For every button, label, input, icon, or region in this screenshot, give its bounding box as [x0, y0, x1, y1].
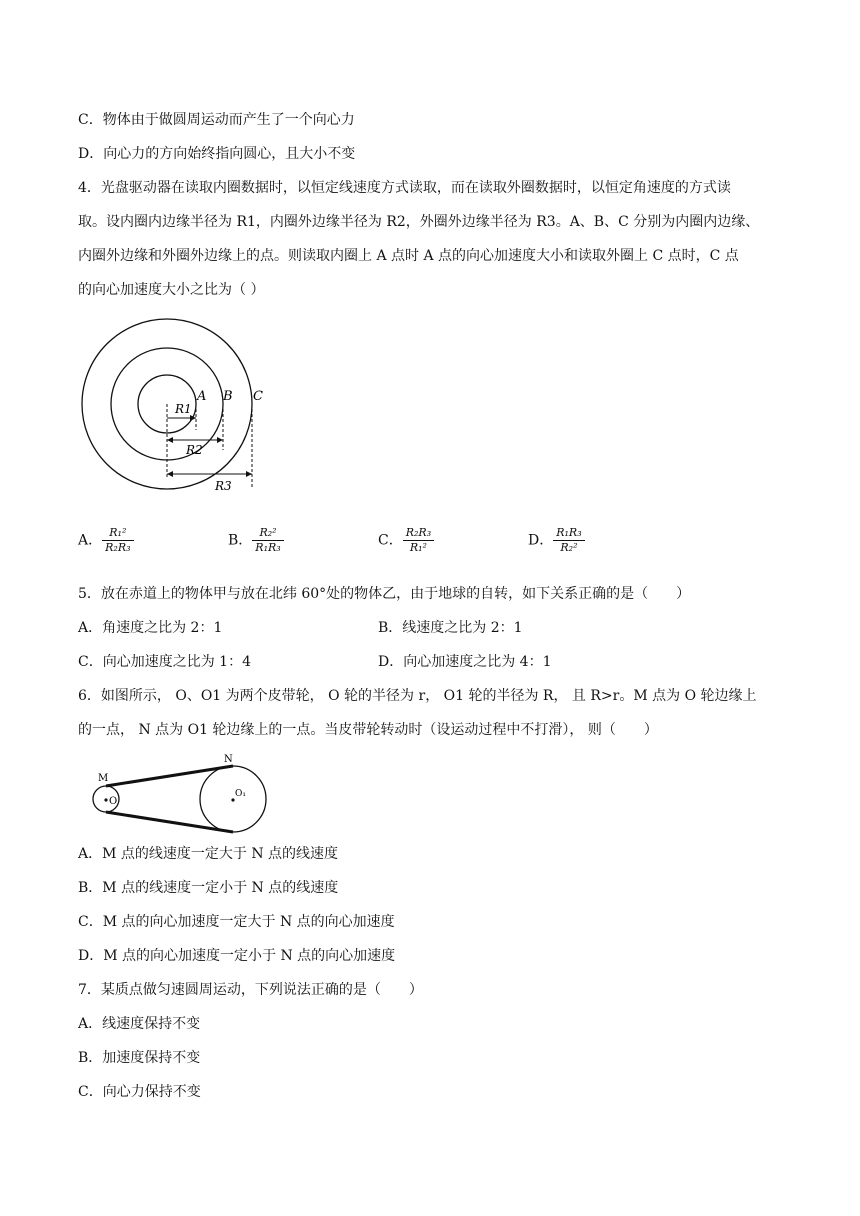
q6-option-d: D．M 点的向心加速度一定小于 N 点的向心加速度 [78, 948, 396, 964]
point-a-label: A [197, 389, 207, 404]
q6-option-c: C．M 点的向心加速度一定大于 N 点的向心加速度 [78, 914, 395, 930]
q6-stem-line-2: 的一点， N 点为 O1 轮边缘上的一点。当皮带轮转动时（设运动过程中不打滑）， 则（ ） [78, 722, 658, 738]
belt-top [106, 766, 233, 786]
q4-stem-line-3: 内圈外边缘和外圈外边缘上的点。则读取内圈上 A 点时 A 点的向心加速度大小和读取外圈上 C 点时，C 点 [78, 248, 739, 264]
r3-label: R3 [215, 479, 232, 493]
point-c-label: C [253, 389, 263, 404]
q5-option-a: A．角速度之比为 2：1 [78, 620, 223, 636]
q5-option-b: B．线速度之比为 2：1 [378, 620, 523, 636]
q4-stem-line-4: 的向心加速度大小之比为（ ） [78, 282, 265, 298]
q4-option-c: C． $\frac{\text{R₂R₃}}{\text{R₁²}}$ [378, 526, 434, 555]
q4-stem-line-2: 取。设内圈内边缘半径为 R1，内圈外边缘半径为 R2，外圈外边缘半径为 R3。A、B、C 分别为内圈内边缘、 [78, 214, 760, 230]
q7-option-a: A．线速度保持不变 [78, 1016, 201, 1032]
q7-option-b: B．加速度保持不变 [78, 1050, 201, 1066]
q5-stem: 5．放在赤道上的物体甲与放在北纬 60°处的物体乙，由于地球的自转，如下关系正确的是（ ） [78, 586, 691, 602]
o1-label: O₁ [235, 789, 246, 799]
q3-option-d: D．向心力的方向始终指向圆心，且大小不变 [78, 146, 356, 162]
q7-option-c: C．向心力保持不变 [78, 1084, 201, 1100]
q7-stem: 7．某质点做匀速圆周运动，下列说法正确的是（ ） [78, 982, 423, 998]
belt-bottom [106, 812, 233, 832]
q4-concentric-circles-figure [70, 318, 280, 498]
m-label: M [98, 773, 109, 784]
q6-option-a: A．M 点的线速度一定大于 N 点的线速度 [78, 846, 339, 862]
q5-option-d: D．向心加速度之比为 4：1 [378, 654, 552, 670]
q4-stem-line-1: 4．光盘驱动器在读取内圈数据时，以恒定线速度方式读取，而在读取外圈数据时，以恒定角速度的方式读 [78, 180, 731, 196]
q4-option-d: D． $\frac{\text{R₁R₃}}{\text{R₂²}}$ [528, 526, 585, 555]
o-label: O [109, 796, 118, 807]
q6-option-b: B．M 点的线速度一定小于 N 点的线速度 [78, 880, 339, 896]
q5-option-c: C．向心加速度之比为 1：4 [78, 654, 251, 670]
q4-option-b: B． $\frac{\text{R₂²}}{\text{R₁R₃}}$ [228, 526, 284, 555]
r1-label: R1 [175, 402, 192, 416]
q6-stem-line-1: 6．如图所示， O、O1 为两个皮带轮， O 轮的半径为 r， O1 轮的半径为 R， 且 R>r。M 点为 O 轮边缘上 [78, 688, 757, 704]
r2-label: R2 [186, 443, 203, 457]
q4-option-a: A． $\frac{\text{R₁²}}{\text{R₂R₃}}$ [78, 526, 134, 555]
point-b-label: B [223, 389, 233, 404]
q6-belt-pulley-figure [84, 746, 284, 842]
q3-option-c: C．物体由于做圆周运动而产生了一个向心力 [78, 112, 355, 128]
n-label: N [224, 754, 233, 765]
